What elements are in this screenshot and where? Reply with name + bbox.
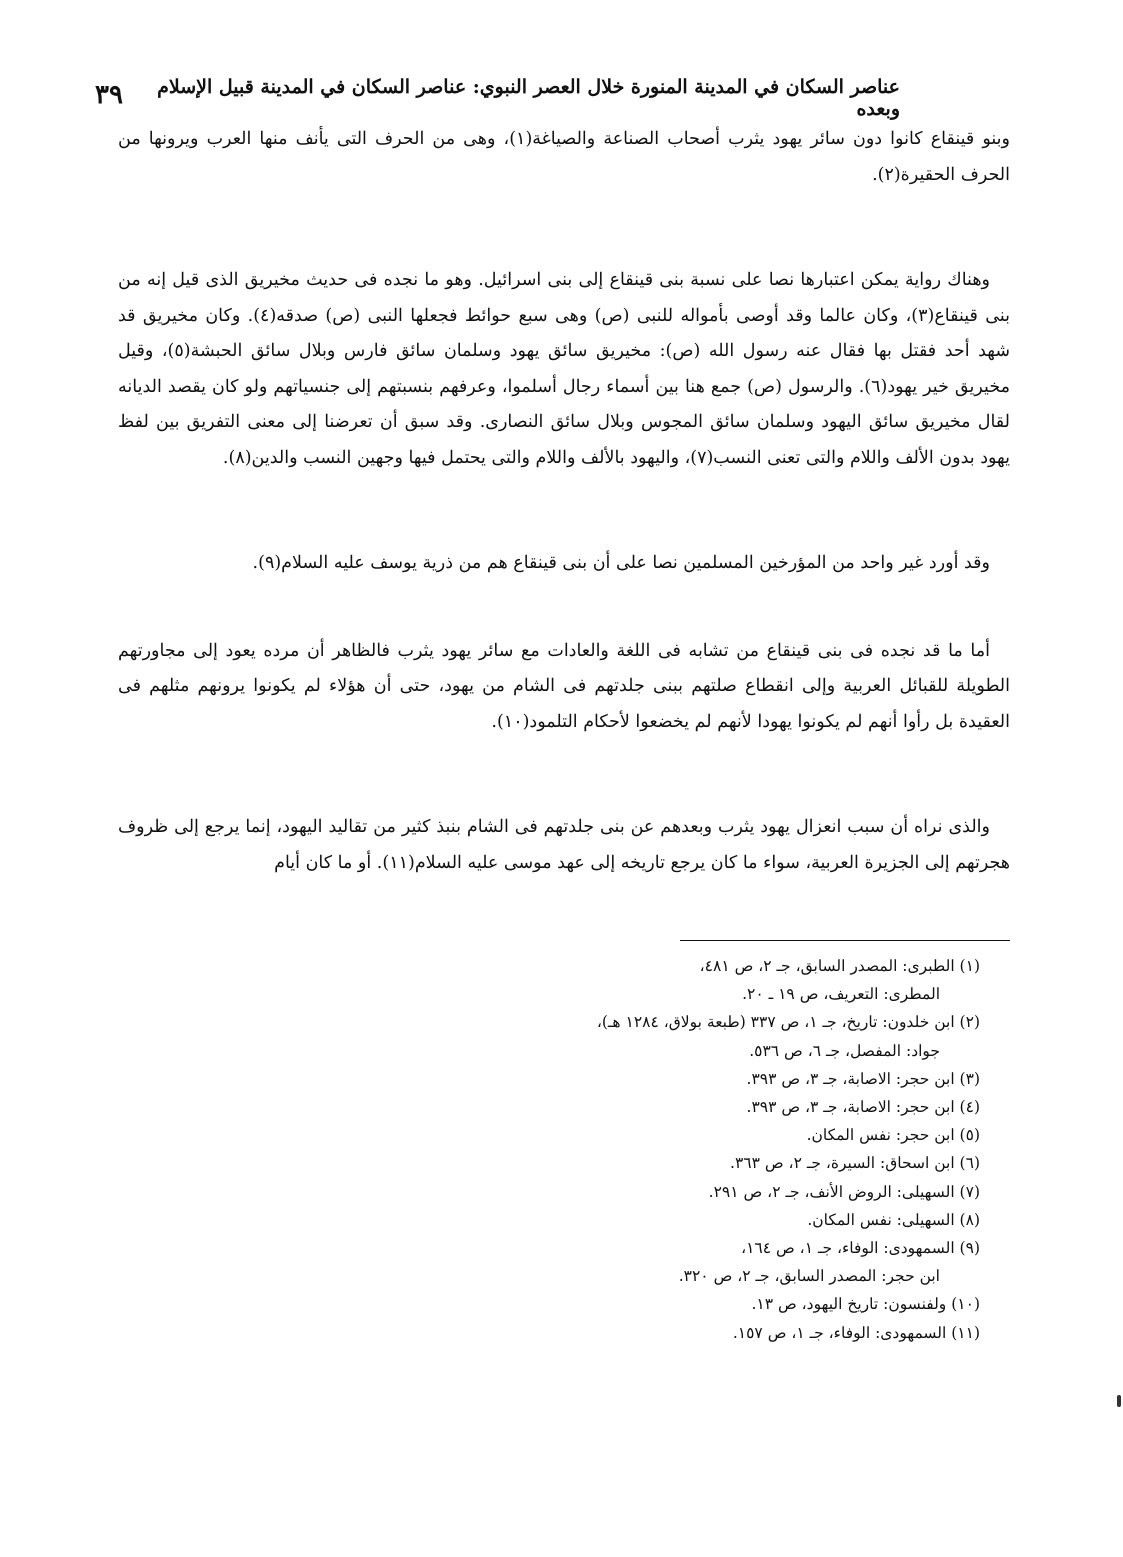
footnote-line: (٢) ابن خلدون: تاريخ، جـ ١، ص ٣٣٧ (طبعة بولاق، ١٢٨٤ هـ)، — [596, 1013, 980, 1032]
footnote-line: (٣) ابن حجر: الاصابة، جـ ٣، ص ٣٩٣. — [746, 1069, 980, 1088]
body-paragraph: وقد أورد غير واحد من المؤرخين المسلمين نصا على أن بنى قينقاع هم من ذرية يوسف عليه السلام(٩). — [252, 553, 990, 573]
body-paragraph: وبنو قينقاع كانوا دون سائر يهود يثرب أصحاب الصناعة والصياغة(١)، وهى من الحرف التى يأنف منها العرب ويرونها من الحرف الحقيرة(٢). — [118, 129, 1010, 185]
footnote-line: (١١) السمهودى: الوفاء، جـ ١، ص ١٥٧. — [732, 1323, 980, 1342]
footnote-line: (١٠) ولفنسون: تاريخ اليهود، ص ١٣. — [751, 1295, 980, 1314]
body-paragraph: أما ما قد نجده فى بنى قينقاع من تشابه فى اللغة والعادات مع سائر يهود يثرب فالظاهر أن مرده يعود إلى مجاورتهم الطويلة للقبائل العربية وإلى انقطاع صلتهم ببنى جلدتهم فى الشام من يهود، حتى أن هؤلاء لم يكونوا يرونهم مثلهم فى العقيدة بل رأوا أنهم لم يكونوا يهودا لأنهم لم يخضعوا لأحكام التلمود(١٠). — [118, 640, 1010, 732]
body-text — [118, 122, 1010, 951]
page-number: ٣٩ — [95, 80, 123, 110]
footnote-line: المطرى: التعريف، ص ١٩ ـ ٢٠. — [742, 985, 940, 1004]
footnote-line: (٨) السهيلى: نفس المكان. — [807, 1210, 980, 1229]
footnote-line: (١) الطبرى: المصدر السابق، جـ ٢، ص ٤٨١، — [699, 957, 980, 975]
footnote-line: (٩) السمهودى: الوفاء، جـ ١، ص ١٦٤، — [741, 1239, 980, 1258]
footnote-line: جواد: المفصل، جـ ٦، ص ٥٣٦. — [749, 1041, 940, 1060]
footnotes-list — [380, 952, 980, 1347]
footnote-line: (٧) السهيلى: الروض الأنف، جـ ٢، ص ٢٩١. — [708, 1182, 980, 1201]
footnote-line: (٤) ابن حجر: الاصابة، جـ ٣، ص ٣٩٣. — [746, 1098, 980, 1117]
body-paragraph: وهناك رواية يمكن اعتبارها نصا على نسبة بنى قينقاع إلى بنى اسرائيل. وهو ما نجده فى حديث مخيريق الذى قيل إنه من بنى قينقاع(٣)، وكان عالما وقد أوصى بأمواله للنبى (ص) وهى سبع حوائط فجعلها النبى (ص) صدقه(٤). وكان مخيريق قد شهد أحد فقتل بها فقال عنه رسول الله (ص): مخيريق سائق يهود وسلمان سائق فارس وبلال سائق الحبشة(٥)، وقيل مخيريق خير يهود(٦). والرسول (ص) جمع هنا بين أسماء رجال أسلموا، وعرفهم بنسبتهم إلى جنسياتهم ولو كان يقصد الديانه لقال مخيريق سائق اليهود وسلمان سائق المجوس وبلال سائق النصارى. وقد سبق أن تعرضنا إلى معنى التفريق بين لفظ يهود بدون الألف واللام والتى تعنى النسب(٧)، واليهود بالألف واللام والتى يحتمل فيها وجهين النسب والدين(٨). — [118, 270, 1011, 468]
body-paragraph: والذى نراه أن سبب انعزال يهود يثرب وبعدهم عن بنى جلدتهم فى الشام بنبذ كثير من تقاليد اليهود، إنما يرجع إلى ظروف هجرتهم إلى الجزيرة العربية، سواء ما كان يرجع تاريخه إلى عهد موسى عليه السلام(١١). أو ما كان أيام — [118, 817, 1010, 873]
running-header-title: عناصر السكان في المدينة المنورة خلال العصر النبوي: عناصر السكان في المدينة قبيل الإسلام وبعده — [157, 76, 900, 120]
footnote-line: (٥) ابن حجر: نفس المكان. — [806, 1126, 980, 1145]
footnote-line: (٦) ابن اسحاق: السيرة، جـ ٢، ص ٣٦٣. — [730, 1154, 980, 1173]
footnote-divider — [680, 940, 1010, 941]
footnote-line: ابن حجر: المصدر السابق، جـ ٢، ص ٣٢٠. — [678, 1267, 940, 1286]
scan-artifact-mark — [1117, 1395, 1121, 1407]
